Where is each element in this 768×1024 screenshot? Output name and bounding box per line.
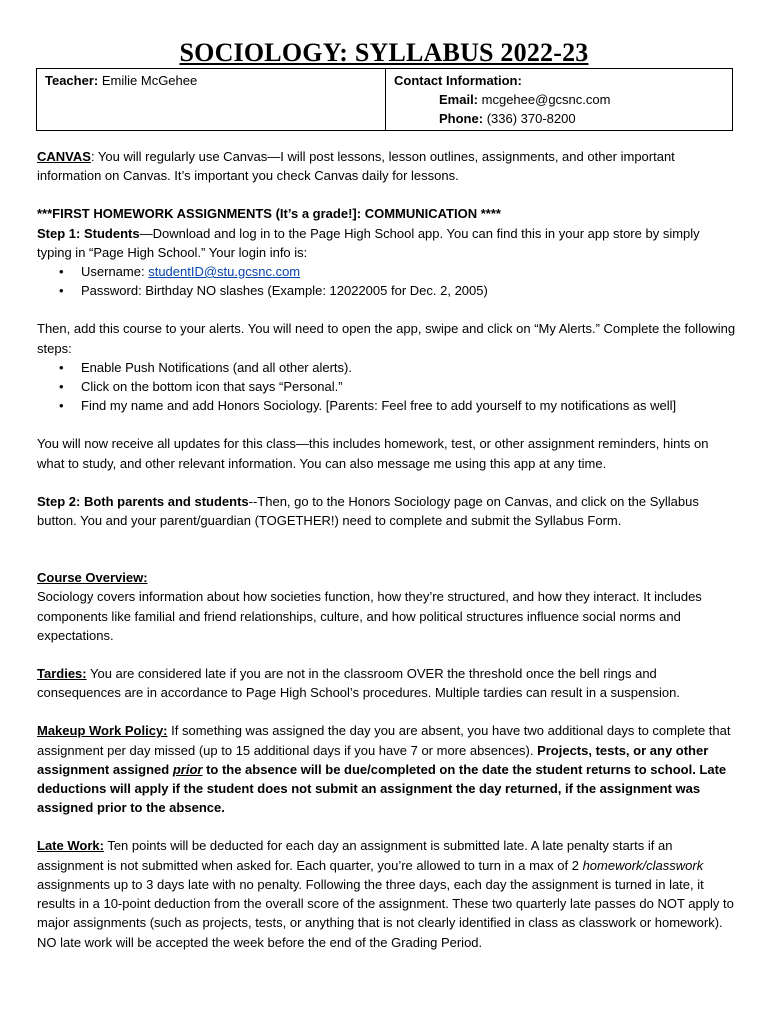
alerts-paragraph: Then, add this course to your alerts. You will need to open the app, swipe and click on “My Alerts.” Complete the following steps: [37,321,736,356]
alert-steps-list [37,358,737,416]
homework-heading-part-c: : COMMUNICATION **** [356,206,501,222]
late-work-paragraph [37,836,737,951]
makeup-prior: prior [172,761,203,777]
makeup-text-a: If something was assigned the day you are absent, you have two additional days to complete that assignment per day missed (up to 15 additional days if you have 7 or more absences). [37,723,731,758]
canvas-paragraph [37,147,737,185]
makeup-heading: Makeup Work Policy: [37,723,168,739]
list-item: • Password: Birthday NO slashes (Example: 12022005 for Dec. 2, 2005) [37,281,737,300]
overview-heading: Course Overview: [37,570,148,586]
contact-table [36,68,733,131]
list-item: • Enable Push Notifications (and all other alerts). [37,358,737,377]
canvas-heading: CANVAS [37,149,91,164]
homework-heading [37,204,737,223]
login-info-list [37,262,737,300]
email-label: Email: [439,92,479,107]
makeup-paragraph [37,721,737,817]
late-work-text-b: assignments up to 3 days late with no penalty. Following the three days, each day the assignment is turned in late, it results in a 10-point deduction from the overall score of the assignment. These two quarterly late passes do NOT apply to major assignments (such as projects, tests, or anything that is not clearly identified in class as classwork or homework). NO late work will be accepted the week before the end of the Grading Period. [37,876,734,950]
step2-label: Step 2: Both parents and students [37,493,249,509]
document-title: SOCIOLOGY: SYLLABUS 2022-23 [179,38,589,67]
makeup-text-b: . Late deductions will apply if the student does not submit an assignment the day returned, if the assignment was assigned prior to the absence. [37,761,727,816]
phone-value: (336) 370-8200 [486,111,576,126]
late-work-italic: homework/classwork [582,857,704,873]
contact-cell [386,69,733,131]
username-link[interactable]: studentID@stu.gcsnc.com [148,264,301,280]
tardies-text: You are considered late if you are not in the classroom OVER the threshold once the bell rings and consequences are in accordance to Page High School’s procedures. Multiple tardies can result in a suspension. [37,666,680,701]
updates-paragraph: You will now receive all updates for this class—this includes homework, test, or other assignment reminders, hints on what to study, and other relevant information. You can also message me using this app at any time. [37,436,709,471]
list-item: • Click on the bottom icon that says “Personal.” [37,377,737,396]
teacher-label: Teacher: [45,73,99,88]
phone-label: Phone: [439,111,484,126]
homework-heading-part-a: ***FIRST HOMEWORK ASSIGNMENTS [37,206,272,222]
document-body [37,147,737,952]
step1-label: Step 1: Students [37,225,140,241]
email-line [394,90,724,109]
list-item [37,262,737,281]
email-value: mcgehee@gcsnc.com [481,92,611,107]
step1-paragraph [37,224,737,262]
contact-heading: Contact Information: [394,73,522,88]
step1-text: —Download and log in to the Page High School app. You can find this in your app store by simply typing in “Page High School.” Your login info is: [37,225,700,260]
teacher-name: Emilie McGehee [101,73,198,88]
late-work-text-a: Ten points will be deducted for each day an assignment is submitted late. A late penalty starts if an assignment is not submitted when asked for. Each quarter, you’re allowed to turn in a max of 2 [37,838,673,873]
tardies-heading: Tardies: [37,666,87,682]
step2-paragraph [37,492,737,530]
homework-heading-part-b: (It’s a grade!] [271,206,357,222]
late-work-heading: Late Work: [37,838,104,854]
step2-text: --Then, go to the Honors Sociology page on Canvas, and click on the Syllabus button. You and your parent/guardian (TOGETHER!) need to complete and submit the Syllabus Form. [37,493,699,529]
teacher-cell [37,69,386,131]
overview-paragraph: Sociology covers information about how societies function, how they’re structured, and how they interact. It includes components like familial and friend relationships, culture, and how political structures influence social norms and expectations. [37,589,702,643]
makeup-bold-b: to the absence will be due/completed on the date the student returns to school [202,761,693,777]
list-item: • Find my name and add Honors Sociology. [Parents: Feel free to add yourself to my notifications as well] [37,396,737,415]
canvas-text: : You will regularly use Canvas—I will post lessons, lesson outlines, assignments, and other important information on Canvas. It’s important you check Canvas daily for lessons. [37,149,675,184]
phone-line [394,109,724,128]
tardies-paragraph [37,664,737,702]
username-label: Username: [81,264,149,280]
makeup-bold-a: Projects, tests, or any other assignment assigned [37,742,709,777]
